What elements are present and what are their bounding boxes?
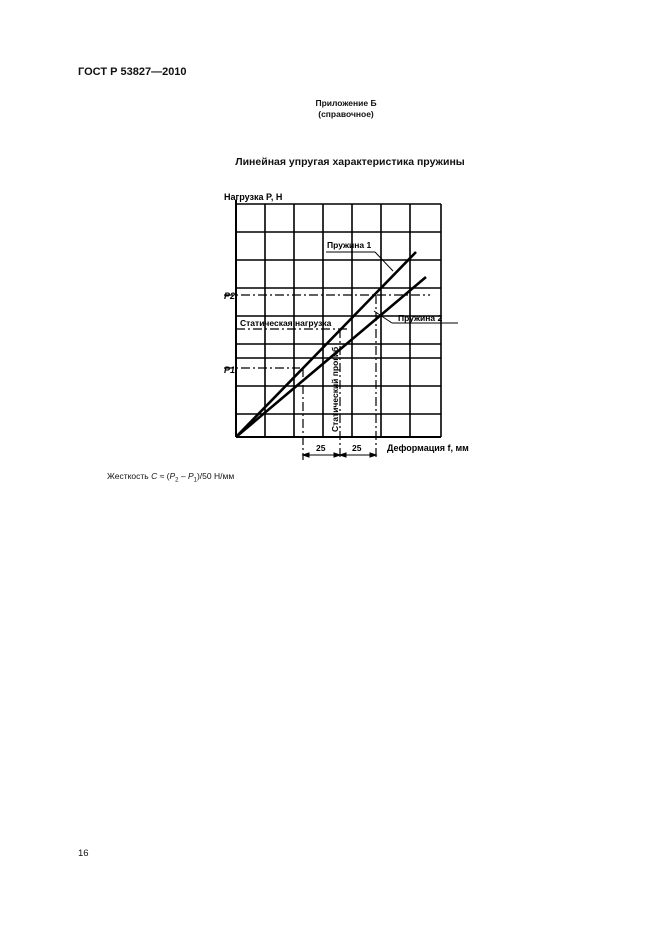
formula-symbol: C [151, 471, 158, 481]
document-code: ГОСТ Р 53827—2010 [78, 66, 187, 78]
formula-p1-sub: 1 [193, 477, 197, 484]
y-axis-label: Нагрузка P, H [224, 192, 283, 202]
formula-prefix: Жесткость [107, 471, 149, 481]
dimension-right-label: 25 [352, 443, 362, 453]
formula-minus: – [178, 471, 188, 481]
stiffness-formula [107, 471, 234, 484]
page-number: 16 [78, 848, 89, 859]
x-axis-label: Деформация f, мм [387, 443, 469, 453]
static-load-label: Статическая нагрузка [240, 318, 332, 328]
formula-p1: P [187, 471, 194, 481]
formula-relation: ≈ ( [159, 471, 170, 481]
formula-suffix: )/50 Н/мм [196, 471, 235, 481]
formula-p2-sub: 2 [175, 477, 179, 484]
formula-p2: P [169, 471, 176, 481]
appendix-note: (справочное) [318, 109, 374, 119]
spring-2-label: Пружина 2 [398, 313, 443, 323]
static-deflection-label: Статический прогиб [330, 346, 340, 432]
figure-title: Линейная упругая характеристика пружины [235, 156, 465, 168]
p2-label: P2 [224, 291, 236, 301]
dimension-left-label: 25 [316, 443, 326, 453]
spring-1-label: Пружина 1 [327, 240, 372, 250]
appendix-label: Приложение Б [315, 98, 377, 108]
p1-label: P1 [224, 365, 236, 375]
